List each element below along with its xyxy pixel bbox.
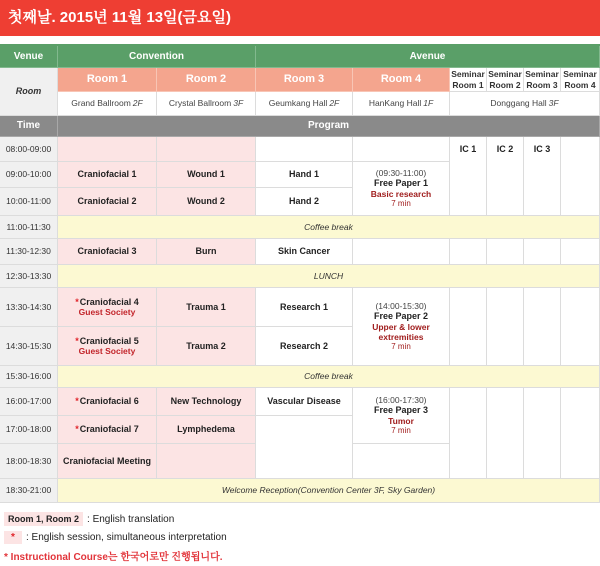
session-craniofacial-2[interactable]: Craniofacial 2	[58, 188, 157, 216]
session-title: Craniofacial 7	[79, 424, 139, 435]
session-cell-empty	[353, 137, 450, 162]
location-room-2: Crystal Ballroom 3F	[157, 92, 256, 116]
seminar-room-4-empty	[561, 137, 600, 216]
welcome-reception: Welcome Reception(Convention Center 3F, Sky Garden)	[58, 479, 600, 503]
session-title: Craniofacial 5	[79, 335, 139, 346]
session-cell-empty	[524, 239, 561, 265]
time-slot: 08:00-09:00	[0, 137, 58, 162]
schedule-table	[0, 44, 600, 502]
legend	[0, 510, 600, 564]
location-room-4: HanKang Hall 1F	[353, 92, 450, 116]
session-lymphedema[interactable]: Lymphedema	[157, 416, 256, 444]
time-slot: 12:30-13:30	[0, 265, 58, 288]
seminar-room-1-header: Seminar Room 1	[450, 68, 487, 92]
instructional-course-2[interactable]: IC 2	[487, 137, 524, 216]
seminar-room-3-header: Seminar Room 3	[524, 68, 561, 92]
time-slot: 11:30-12:30	[0, 239, 58, 265]
legend-star	[0, 528, 600, 546]
session-cell-empty	[450, 239, 487, 265]
room-4-header: Room 4	[353, 68, 450, 92]
session-craniofacial-3[interactable]: Craniofacial 3	[58, 239, 157, 265]
time-slot: 11:00-11:30	[0, 216, 58, 239]
session-vascular-disease[interactable]: Vascular Disease	[256, 388, 353, 416]
legend-star-text: : English session, simultaneous interpretation	[26, 531, 227, 543]
instructional-course-3[interactable]: IC 3	[524, 137, 561, 216]
free-paper-topic: Basic research	[370, 189, 432, 200]
english-session-star-icon: *	[75, 396, 79, 407]
seminar-room-2-header: Seminar Room 2	[487, 68, 524, 92]
session-skin-cancer[interactable]: Skin Cancer	[256, 239, 353, 265]
time-slot: 15:30-16:00	[0, 366, 58, 388]
free-paper-3[interactable]	[353, 388, 450, 444]
coffee-break-1: Coffee break	[58, 216, 600, 239]
free-paper-topic: Tumor	[388, 416, 414, 427]
english-session-star-icon: *	[75, 296, 79, 307]
seminar-room-4-header: Seminar Room 4	[561, 68, 600, 92]
time-slot: 16:00-17:00	[0, 388, 58, 416]
free-paper-duration: 7 min	[391, 426, 411, 436]
session-craniofacial-1[interactable]: Craniofacial 1	[58, 162, 157, 188]
session-cell-empty	[256, 416, 353, 479]
session-cell-empty	[353, 444, 450, 479]
english-session-star-icon: *	[75, 335, 79, 346]
room-label: Room	[0, 68, 58, 116]
free-paper-title: Free Paper 2	[373, 311, 429, 322]
session-craniofacial-6[interactable]	[58, 388, 157, 416]
instructional-course-note: * Instructional Course는 한국어로만 진행됩니다.	[4, 551, 223, 563]
session-craniofacial-4[interactable]	[58, 288, 157, 327]
free-paper-duration: 7 min	[391, 199, 411, 209]
session-hand-2[interactable]: Hand 2	[256, 188, 353, 216]
free-paper-topic: Upper & lower extremities	[372, 322, 430, 343]
legend-rooms	[0, 510, 600, 528]
session-title: Craniofacial 4	[79, 296, 139, 307]
free-paper-2[interactable]	[353, 288, 450, 366]
instructional-course-1[interactable]: IC 1	[450, 137, 487, 216]
session-cell-empty	[157, 444, 256, 479]
free-paper-1[interactable]	[353, 162, 450, 216]
session-cell-empty	[524, 388, 561, 479]
session-subtitle: Guest Society	[78, 307, 136, 318]
session-cell-empty	[450, 288, 487, 366]
avenue-header: Avenue	[256, 46, 600, 68]
time-slot: 13:30-14:30	[0, 288, 58, 327]
time-slot: 17:00-18:00	[0, 416, 58, 444]
location-room-3: Geumkang Hall 2F	[256, 92, 353, 116]
time-slot: 18:30-21:00	[0, 479, 58, 503]
room-1-header: Room 1	[58, 68, 157, 92]
session-title: Craniofacial 6	[79, 396, 139, 407]
session-craniofacial-7[interactable]	[58, 416, 157, 444]
program-header: Program	[58, 116, 600, 137]
session-cell-empty	[58, 137, 157, 162]
session-cell-empty	[487, 239, 524, 265]
time-slot: 18:00-18:30	[0, 444, 58, 479]
session-hand-1[interactable]: Hand 1	[256, 162, 353, 188]
time-slot: 10:00-11:00	[0, 188, 58, 216]
session-research-2[interactable]: Research 2	[256, 327, 353, 366]
free-paper-duration: 7 min	[391, 342, 411, 352]
legend-rooms-badge: Room 1, Room 2	[4, 512, 83, 526]
free-paper-time: (14:00-15:30)	[375, 301, 427, 312]
convention-header: Convention	[58, 46, 256, 68]
session-new-technology[interactable]: New Technology	[157, 388, 256, 416]
session-research-1[interactable]: Research 1	[256, 288, 353, 327]
session-cell-empty	[256, 137, 353, 162]
location-seminar-rooms: Donggang Hall 3F	[450, 92, 600, 116]
session-burn[interactable]: Burn	[157, 239, 256, 265]
room-3-header: Room 3	[256, 68, 353, 92]
session-wound-2[interactable]: Wound 2	[157, 188, 256, 216]
free-paper-title: Free Paper 3	[373, 405, 429, 416]
free-paper-title: Free Paper 1	[373, 178, 429, 189]
location-room-1: Grand Ballroom 2F	[58, 92, 157, 116]
legend-star-icon: *	[4, 531, 22, 544]
page-title: 첫째날. 2015년 11월 13일(금요일)	[0, 0, 600, 36]
session-cell-empty	[157, 137, 256, 162]
session-craniofacial-meeting[interactable]: Craniofacial Meeting	[58, 444, 157, 479]
session-cell-empty	[524, 288, 561, 366]
session-subtitle: Guest Society	[78, 346, 136, 357]
session-cell-empty	[487, 388, 524, 479]
session-trauma-1[interactable]: Trauma 1	[157, 288, 256, 327]
room-2-header: Room 2	[157, 68, 256, 92]
session-cell-empty	[561, 288, 600, 366]
time-slot: 14:30-15:30	[0, 327, 58, 366]
free-paper-time: (16:00-17:30)	[375, 395, 427, 406]
coffee-break-2: Coffee break	[58, 366, 600, 388]
session-cell-empty	[561, 388, 600, 479]
venue-header: Venue	[0, 46, 58, 68]
session-cell-empty	[561, 239, 600, 265]
time-header: Time	[0, 116, 58, 137]
free-paper-time: (09:30-11:00)	[375, 168, 427, 179]
session-cell-empty	[450, 388, 487, 479]
time-slot: 09:00-10:00	[0, 162, 58, 188]
session-craniofacial-5[interactable]	[58, 327, 157, 366]
session-cell-empty	[487, 288, 524, 366]
session-wound-1[interactable]: Wound 1	[157, 162, 256, 188]
session-trauma-2[interactable]: Trauma 2	[157, 327, 256, 366]
lunch-break: LUNCH	[58, 265, 600, 288]
english-session-star-icon: *	[75, 424, 79, 435]
session-cell-empty	[353, 239, 450, 265]
legend-rooms-text: : English translation	[87, 513, 175, 525]
